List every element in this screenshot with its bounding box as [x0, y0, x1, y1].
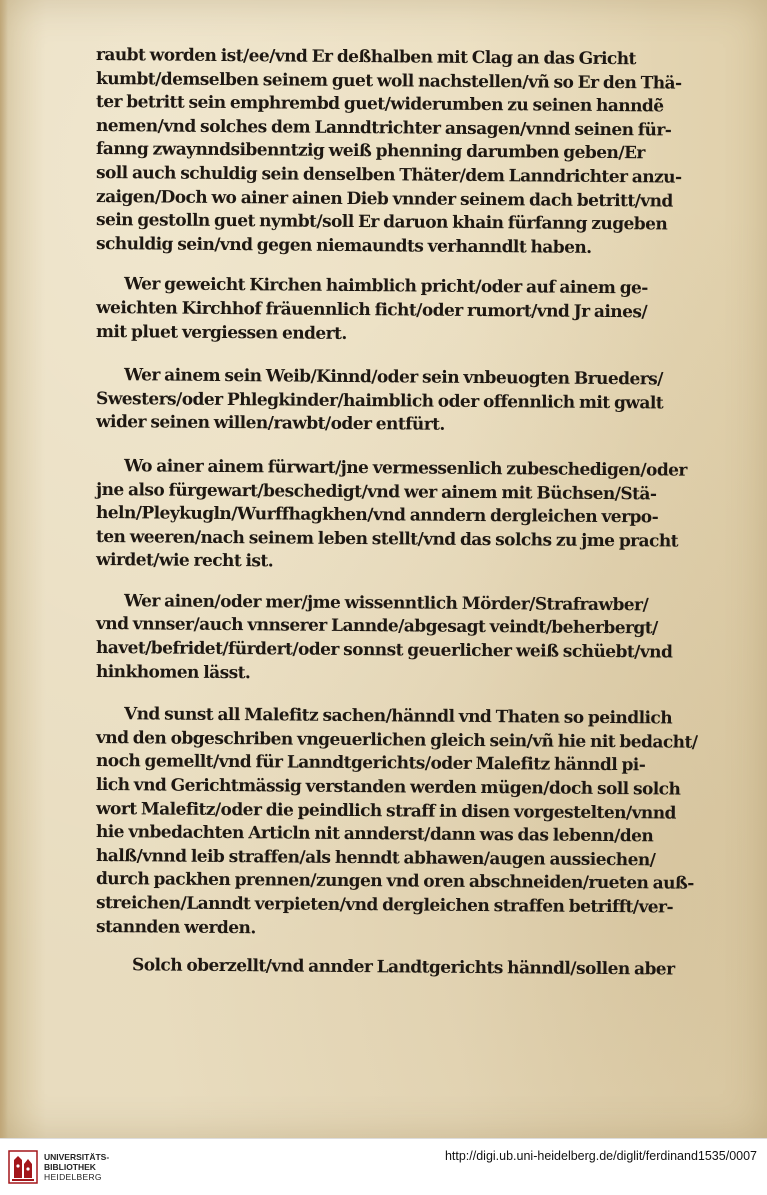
- paragraph-4: [96, 455, 686, 573]
- logo-wordmark: [44, 1152, 109, 1182]
- text-line: Wer geweicht Kirchen haimblich pricht/oder auf ainem ge-: [123, 274, 648, 299]
- heidelberg-seal-icon: [8, 1150, 38, 1184]
- text-line: Wer ainen/oder mer/jme wissenntlich Mörder/Strafrawber/: [123, 591, 649, 616]
- text-line: Wer ainem sein Weib/Kinnd/oder sein vnbeuogten Brueders/: [123, 365, 663, 390]
- logo-line-1: UNIVERSITÄTS-: [44, 1152, 110, 1162]
- university-library-logo[interactable]: [8, 1148, 148, 1186]
- text-line: raubt worden ist/ee/vnd Er deßhalben mit Clag an das Gricht: [95, 45, 636, 70]
- paragraph-7: [96, 954, 686, 978]
- text-line: Swesters/oder Phlegkinder/haimblich oder offennlich mit gwalt: [95, 388, 664, 414]
- text-line: schuldig sein/vnd gegen niemaundts verhanndlt haben.: [95, 233, 592, 258]
- text-line: hinkhomen lässt.: [95, 661, 251, 683]
- text-line: wort Malefitz/oder die peindlich straff in disen vorgestelten/vnnd: [95, 798, 677, 824]
- text-line: noch gemellt/vnd für Lanndtgerichts/oder Malefitz hänndl pi-: [95, 751, 646, 776]
- text-line: stannden werden.: [95, 916, 256, 938]
- page-binding-edge: [0, 0, 8, 1138]
- text-line: kumbt/demselben seinem guet woll nachstellen/vñ so Er den Thä-: [95, 68, 682, 94]
- text-line: sein gestolln guet nymbt/soll Er daruon khain fürfanng zugeben: [95, 210, 668, 235]
- paragraph-1: [96, 44, 686, 256]
- text-line: fanng zwaynndsibenntzig weiß phenning darumben geben/Er: [95, 139, 645, 164]
- text-line: heln/Pleykugln/Wurffhagkhen/vnd anndern dergleichen verpo-: [95, 503, 659, 528]
- source-url-link[interactable]: http://digi.ub.uni-heidelberg.de/diglit/ferdinand1535/0007: [444, 1149, 757, 1163]
- text-line: wider seinen willen/rawbt/oder entfürt.: [95, 412, 445, 436]
- viewer-footer: [0, 1138, 767, 1195]
- text-line: durch packhen prennen/zungen vnd oren abschneiden/rueten auß-: [95, 869, 694, 895]
- text-line: ter betritt sein emphrembd guet/widerumben zu seinen hanndẽ: [95, 92, 664, 117]
- text-line: Vnd sunst all Malefitz sachen/hänndl vnd Thaten so peindlich: [123, 704, 673, 729]
- text-line: wirdet/wie recht ist.: [95, 550, 274, 572]
- text-line: Wo ainer ainem fürwart/jne vermessenlich zubeschedigen/oder: [123, 456, 687, 481]
- logo-line-2: BIBLIOTHEK: [44, 1162, 96, 1172]
- text-line: weichten Kirchhof fräuennlich ficht/oder rumort/vnd Jr aines/: [95, 297, 648, 323]
- text-line: Solch oberzellt/vnd annder Landtgerichts hänndl/sollen aber: [131, 955, 675, 980]
- paragraph-3: [96, 364, 686, 435]
- text-line: ten weeren/nach seinem leben stellt/vnd das solchs zu jme pracht: [95, 526, 679, 552]
- text-line: soll auch schuldig sein denselben Thäter/dem Lanndrichter anzu-: [95, 162, 682, 188]
- text-line: jne also fürgewart/beschedigt/vnd wer ainem mit Büchsen/Stä-: [95, 479, 657, 504]
- text-line: havet/befridet/fürdert/oder sonnst geuerlicher weiß schüebt/vnd: [95, 638, 673, 663]
- paragraph-6: [95, 703, 698, 939]
- paragraph-5: [96, 590, 686, 684]
- text-line: hie vnbedachten Articln nit annderst/dann was das lebenn/den: [95, 822, 654, 847]
- text-line: vnd vnnser/auch vnnserer Lannde/abgesagt veindt/beherbergt/: [95, 614, 658, 639]
- paragraph-2: [96, 273, 686, 344]
- text-line: vnd den obgeschriben vngeuerlichen gleich sein/vñ hie nit bedacht/: [95, 727, 698, 753]
- text-line: streichen/Lanndt verpieten/vnd dergleichen straffen betrifft/ver-: [95, 893, 674, 918]
- text-line: mit pluet vergiessen endert.: [95, 321, 347, 344]
- text-line: lich vnd Gerichtmässig verstanden werden mügen/doch soll solch: [95, 775, 681, 800]
- text-line: halß/vnnd leib straffen/als henndt abhawen/augen aussiechen/: [95, 845, 656, 871]
- text-line: nemen/vnd solches dem Lanndtrichter ansagen/vnnd seinen für-: [95, 115, 672, 141]
- page-text-block: [95, 44, 698, 980]
- text-line: zaigen/Doch wo ainer ainen Dieb vnnder seinem dach betritt/vnd: [95, 186, 673, 212]
- logo-line-3: HEIDELBERG: [44, 1172, 102, 1182]
